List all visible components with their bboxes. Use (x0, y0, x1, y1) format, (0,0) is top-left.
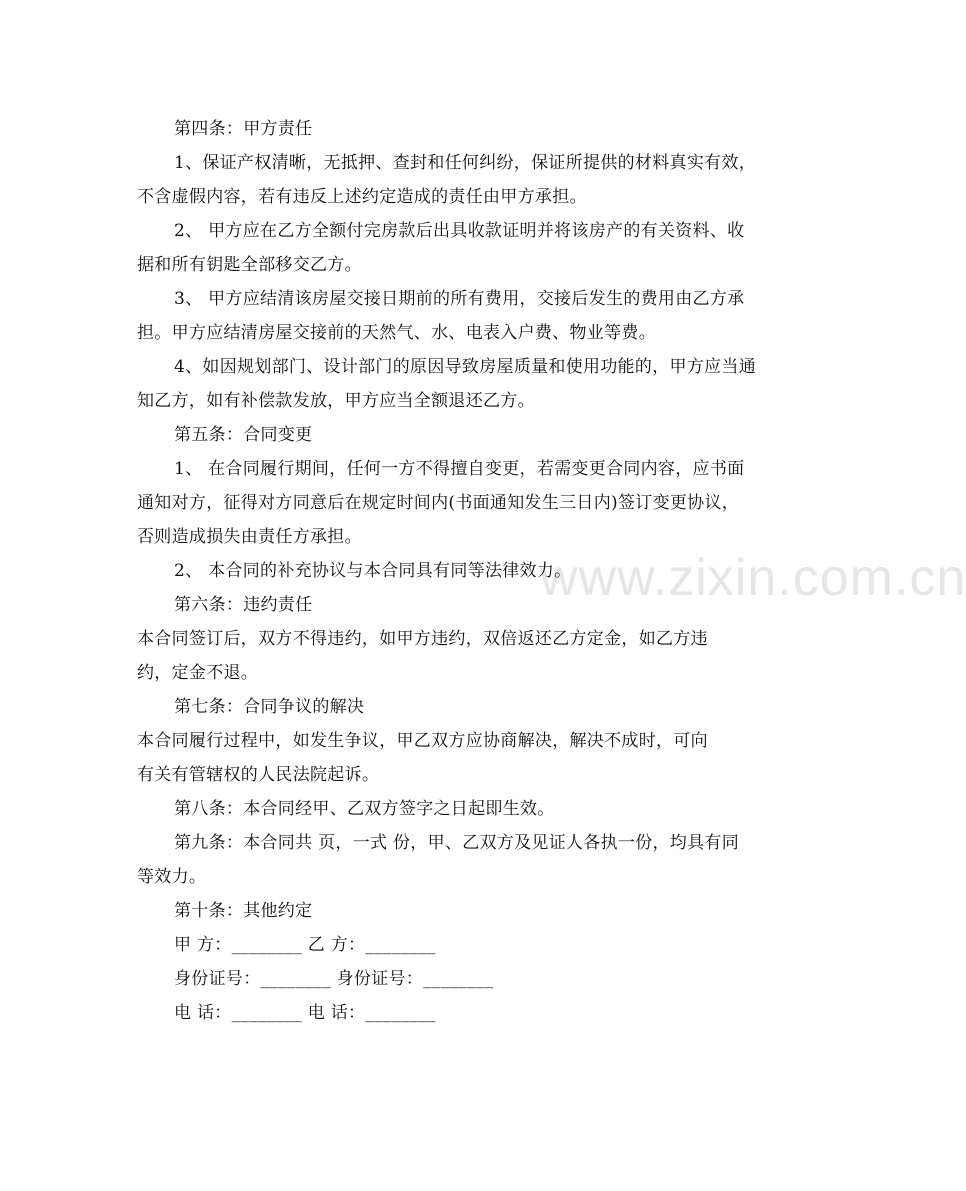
text-line: 约，定金不退。 (137, 663, 259, 683)
text-line: 3、 甲方应结清该房屋交接日期前的所有费用，交接后发生的费用由乙方承 (174, 289, 745, 309)
contract-page (137, 112, 783, 1030)
text-line: 本合同签订后，双方不得违约，如甲方违约，双倍返还乙方定金，如乙方违 (137, 629, 708, 649)
text-line: 第四条：甲方责任 (174, 119, 313, 139)
text-line: 电 话：________ 电 话：________ (174, 1003, 436, 1023)
text-line: 据和所有钥匙全部移交乙方。 (137, 255, 362, 275)
text-line: 知乙方，如有补偿款发放，甲方应当全额退还乙方。 (137, 391, 535, 411)
text-line: 甲 方：________ 乙 方：________ (174, 935, 436, 955)
text-line: 4、如因规划部门、设计部门的原因导致房屋质量和使用功能的，甲方应当通 (174, 357, 757, 377)
text-line: 第十条：其他约定 (174, 901, 313, 921)
text-line: 第五条：合同变更 (174, 425, 313, 445)
text-line: 1、保证产权清晰，无抵押、查封和任何纠纷，保证所提供的材料真实有效， (174, 153, 757, 173)
text-line: 等效力。 (137, 867, 207, 887)
text-line: 身份证号：________ 身份证号：________ (174, 969, 494, 989)
text-line: 第八条：本合同经甲、乙双方签字之日起即生效。 (174, 799, 555, 819)
text-line: 2、 甲方应在乙方全额付完房款后出具收款证明并将该房产的有关资料、收 (174, 221, 745, 241)
text-line: 担。甲方应结清房屋交接前的天然气、水、电表入户费、物业等费。 (137, 323, 656, 343)
text-line: 否则造成损失由责任方承担。 (137, 527, 362, 547)
text-line: 第七条：合同争议的解决 (174, 697, 365, 717)
text-line: 1、 在合同履行期间，任何一方不得擅自变更，若需变更合同内容，应书面 (174, 459, 745, 479)
text-line: 不含虚假内容，若有违反上述约定造成的责任由甲方承担。 (137, 187, 587, 207)
text-line: 本合同履行过程中，如发生争议，甲乙双方应协商解决，解决不成时，可向 (137, 731, 708, 751)
text-line: 第九条：本合同共 页，一式 份，甲、乙双方及见证人各执一份，均具有同 (174, 833, 740, 853)
text-line: 第六条：违约责任 (174, 595, 313, 615)
text-line: 通知对方，征得对方同意后在规定时间内(书面通知发生三日内)签订变更协议， (137, 493, 740, 513)
text-line: 有关有管辖权的人民法院起诉。 (137, 765, 380, 785)
watermark: www.zixin.com.cn (540, 549, 966, 607)
text-line: 2、 本合同的补充协议与本合同具有同等法律效力。 (174, 561, 572, 581)
